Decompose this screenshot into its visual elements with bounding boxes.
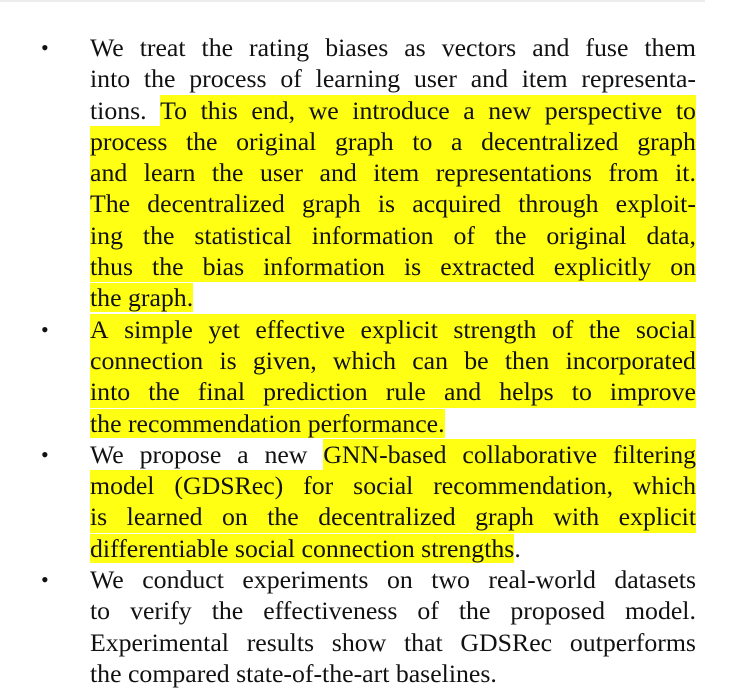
plain-word: the: [458, 596, 491, 626]
plain-word: the: [211, 596, 244, 626]
plain-word: new: [264, 439, 308, 469]
plain-word: show: [331, 627, 387, 657]
highlighted-word: is: [90, 502, 108, 532]
plain-word: that: [404, 627, 443, 657]
bullet-item-3: [0, 439, 737, 564]
highlighted-word: the: [152, 252, 184, 282]
highlighted-word: the: [148, 377, 180, 407]
highlighted-word: learn: [143, 158, 196, 188]
highlighted-word: is: [377, 189, 396, 219]
plain-word: user: [413, 64, 457, 94]
text-line: [90, 564, 696, 595]
highlighted-word: information: [311, 220, 434, 250]
highlighted-word: new: [488, 95, 532, 125]
plain-word: a: [237, 439, 249, 469]
highlighted-word: the: [494, 220, 527, 250]
highlighted-word: be: [464, 345, 489, 375]
plain-word: effectiveness: [263, 596, 398, 626]
plain-word: Experimental: [90, 627, 229, 657]
highlighted-word: incorporated: [565, 345, 696, 375]
highlighted-word: the: [211, 158, 244, 188]
highlighted-word: then: [504, 345, 550, 375]
text-line: [90, 220, 696, 251]
text-line: [90, 63, 696, 94]
highlighted-word: this: [200, 95, 238, 125]
highlighted-word: strength: [453, 314, 537, 344]
highlighted-word: the: [267, 502, 299, 532]
plain-word: We: [90, 565, 124, 595]
highlighted-word: is: [403, 252, 422, 282]
plain-word: tions.: [90, 95, 147, 125]
highlighted-word: the: [588, 314, 621, 344]
highlighted-word: thus: [90, 252, 134, 282]
plain-word: model.: [624, 596, 696, 626]
plain-word: the: [201, 33, 234, 62]
highlighted-word: bias: [202, 252, 245, 282]
highlighted-word: representations: [435, 158, 592, 188]
highlighted-word: into: [90, 377, 131, 407]
highlighted-word: exploit-: [615, 189, 696, 219]
plain-word: the: [143, 64, 176, 94]
highlighted-word: The: [90, 189, 131, 219]
plain-word: GDSRec: [460, 627, 553, 657]
highlighted-word: it.: [675, 158, 696, 188]
plain-text: the compared state-of-the-art baselines.: [90, 658, 497, 688]
text-line: [90, 188, 696, 219]
text-line: [90, 408, 696, 439]
highlighted-word: through: [518, 189, 599, 219]
highlighted-word: of: [453, 220, 475, 250]
plain-word: proposed: [510, 596, 605, 626]
highlighted-word: connection: [90, 345, 204, 375]
highlighted-word: process: [90, 126, 168, 156]
plain-word: them: [644, 33, 696, 62]
highlighted-text: the graph.: [90, 283, 194, 313]
highlighted-word: filtering: [612, 439, 696, 469]
highlighted-word: and: [319, 158, 357, 188]
highlighted-word: with: [553, 502, 600, 532]
highlighted-word: a: [451, 126, 463, 156]
highlighted-word: simple: [124, 314, 193, 344]
highlighted-word: perspective: [544, 95, 663, 125]
highlighted-word: A: [90, 314, 109, 344]
top-divider: [0, 0, 705, 2]
highlighted-word: extracted: [440, 252, 535, 282]
bullet-item-4: [0, 564, 737, 689]
highlighted-word: explicitly: [553, 252, 652, 282]
highlighted-word: introduce: [352, 95, 450, 125]
plain-word: two: [431, 565, 470, 595]
highlighted-word: the: [185, 126, 218, 156]
highlighted-word: which: [632, 471, 696, 501]
highlighted-word: which: [332, 345, 396, 375]
bullet-item-1: [0, 32, 737, 314]
highlighted-word: explicit: [360, 314, 438, 344]
highlighted-word: information: [263, 252, 385, 282]
text-line: [90, 126, 696, 157]
highlighted-word: decentralized: [318, 502, 456, 532]
highlighted-word: graph: [475, 502, 534, 532]
highlighted-word: graph: [301, 189, 361, 219]
highlighted-word: on: [670, 252, 696, 282]
plain-word: learning: [315, 64, 401, 94]
bullet-marker: •: [41, 35, 49, 60]
highlighted-word: end,: [251, 95, 296, 125]
highlighted-word: given,: [252, 345, 317, 375]
text-line: [90, 32, 696, 63]
highlighted-word: for: [303, 471, 334, 501]
highlighted-word: and: [90, 158, 128, 188]
bullet-marker: •: [41, 567, 49, 593]
plain-word: We: [90, 33, 124, 62]
highlighted-word: from: [608, 158, 659, 188]
highlighted-word: the: [142, 220, 175, 250]
plain-word: outperforms: [569, 627, 696, 657]
contributions-bullet-list: [0, 32, 737, 689]
highlighted-word: improve: [609, 377, 696, 407]
highlighted-text: differentiable social connection strengths: [90, 533, 515, 563]
highlighted-word: recommendation,: [433, 471, 614, 501]
bullet-marker: •: [41, 441, 49, 467]
highlighted-word: decentralized: [147, 189, 285, 219]
plain-word: representa-: [581, 64, 696, 94]
plain-word: experiments: [242, 565, 369, 595]
highlighted-word: decentralized: [481, 126, 619, 156]
text-line: [90, 533, 696, 564]
highlighted-word: we: [308, 95, 339, 125]
bullet-marker: •: [41, 316, 49, 342]
plain-word: verify: [130, 596, 192, 626]
plain-text: .: [514, 533, 521, 563]
plain-word: and: [470, 64, 508, 94]
highlighted-word: learned: [126, 502, 203, 532]
plain-word: of: [280, 64, 302, 94]
plain-word: of: [417, 596, 439, 626]
highlighted-word: model: [90, 471, 155, 501]
plain-word: vectors: [441, 33, 517, 62]
text-line: [90, 501, 696, 532]
plain-word: to: [90, 596, 111, 626]
highlighted-word: to: [571, 377, 592, 407]
plain-word: item: [521, 64, 568, 94]
highlighted-word: item: [373, 158, 420, 188]
highlighted-word: and: [443, 377, 482, 407]
text-line: [90, 376, 696, 407]
plain-word: propose: [139, 439, 222, 469]
plain-word: real-world: [488, 565, 596, 595]
highlighted-word: of: [551, 314, 574, 344]
highlighted-word: social: [353, 471, 414, 501]
highlighted-word: graph: [637, 126, 696, 156]
highlighted-word: To: [160, 95, 188, 125]
plain-word: conduct: [142, 565, 224, 595]
highlighted-word: ing: [90, 220, 123, 250]
highlighted-word: collaborative: [462, 439, 598, 469]
plain-word: process: [189, 64, 267, 94]
text-line: [90, 658, 696, 689]
highlighted-word: (GDSRec): [174, 471, 284, 501]
highlighted-word: social: [635, 314, 696, 344]
highlighted-text: the recommendation performance.: [90, 408, 445, 438]
highlighted-word: to: [412, 126, 433, 156]
highlighted-word: acquired: [412, 189, 502, 219]
highlighted-word: statistical: [194, 220, 292, 250]
highlighted-word: data,: [646, 220, 696, 250]
highlighted-word: GNN-based: [323, 439, 447, 469]
plain-word: on: [386, 565, 413, 595]
plain-word: into: [90, 64, 131, 94]
plain-word: treat: [139, 33, 186, 62]
highlighted-word: original: [546, 220, 627, 250]
text-line: [90, 251, 696, 282]
highlighted-word: prediction: [263, 377, 368, 407]
bullet-item-2: [0, 314, 737, 439]
text-line: [90, 282, 696, 313]
highlighted-word: is: [219, 345, 237, 375]
plain-word: results: [246, 627, 315, 657]
text-line: [90, 95, 696, 126]
highlighted-word: can: [412, 345, 449, 375]
plain-word: rating: [249, 33, 310, 62]
plain-word: We: [90, 439, 124, 469]
text-line: [90, 157, 696, 188]
highlighted-word: rule: [385, 377, 426, 407]
highlighted-word: final: [197, 377, 246, 407]
text-line: [90, 314, 696, 345]
plain-word: and: [532, 33, 570, 62]
text-line: [90, 470, 696, 501]
highlighted-word: effective: [255, 314, 346, 344]
highlighted-word: user: [259, 158, 303, 188]
highlighted-word: graph: [334, 126, 394, 156]
plain-word: datasets: [614, 565, 696, 595]
text-line: [90, 627, 696, 658]
highlighted-word: yet: [208, 314, 240, 344]
highlighted-word: explicit: [618, 502, 696, 532]
plain-word: as: [404, 33, 426, 62]
plain-word: fuse: [585, 33, 629, 62]
plain-word: biases: [325, 33, 389, 62]
highlighted-word: helps: [499, 377, 554, 407]
text-line: [90, 439, 696, 470]
highlighted-word: original: [236, 126, 317, 156]
highlighted-word: on: [222, 502, 248, 532]
highlighted-word: to: [675, 95, 696, 125]
text-line: [90, 345, 696, 376]
text-line: [90, 595, 696, 626]
highlighted-word: a: [463, 95, 475, 125]
